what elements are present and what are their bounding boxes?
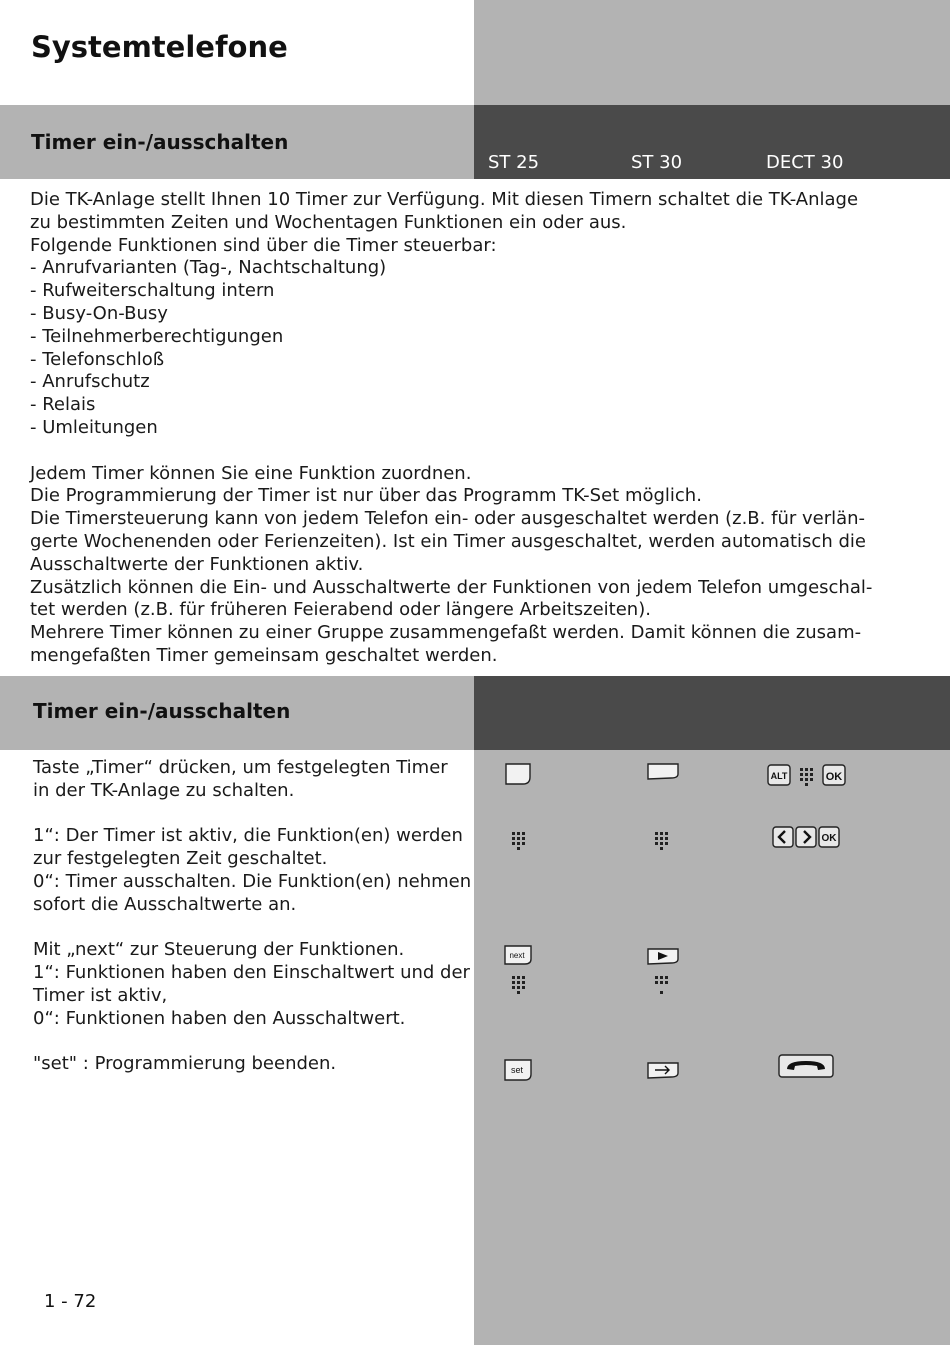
intro-list-item: - Anrufschutz (30, 371, 150, 393)
intro-line: mengefaßten Timer gemeinsam geschaltet werden. (30, 644, 498, 666)
intro-line: Jedem Timer können Sie eine Funktion zuordnen. (30, 462, 472, 484)
step-line: zur festgelegten Zeit geschaltet. (33, 848, 328, 870)
intro-text (30, 189, 900, 668)
intro-line: Mehrere Timer können zu einer Gruppe zusammengefaßt werden. Damit können die zusam- (30, 622, 862, 644)
page-number: 1 - 72 (44, 1291, 97, 1312)
function-key-icon (505, 763, 531, 785)
alt-key-icon (767, 764, 791, 786)
keypad-icon (511, 975, 527, 997)
page-title: Systemtelefone (31, 30, 288, 64)
set-key-label: set (510, 1065, 524, 1075)
step-line: "set" : Programmierung beenden. (33, 1053, 337, 1075)
intro-list-item: - Telefonschloß (30, 348, 165, 370)
step-line: 0“: Funktionen haben den Ausschaltwert. (33, 1007, 406, 1029)
section2-title: Timer ein-/ausschalten (33, 699, 291, 723)
enter-arrow-key-icon (647, 1061, 679, 1079)
intro-line: Zusätzlich können die Ein- und Ausschaltwerte der Funktionen von jedem Telefon umgeschal- (30, 576, 873, 598)
paragraph-gap (33, 1031, 473, 1054)
handset-hangup-icon (778, 1054, 834, 1078)
intro-line: zu bestimmten Zeiten und Wochentagen Funktionen ein oder aus. (30, 211, 627, 233)
intro-list-item: - Busy-On-Busy (30, 302, 168, 324)
paragraph-gap (33, 917, 473, 940)
keypad-icon (654, 831, 670, 853)
ok-key-label: OK (825, 771, 843, 783)
keypad-icon (511, 831, 527, 853)
model-label-st25: ST 25 (488, 152, 540, 173)
function-key-icon (647, 762, 679, 780)
alt-key-label: ALT (770, 771, 788, 781)
model-label-dect30: DECT 30 (766, 152, 844, 173)
intro-list-item: - Rufweiterschaltung intern (30, 280, 275, 302)
ok-key-icon (818, 826, 840, 848)
ok-key-label: OK (821, 833, 837, 844)
section1-model-band (474, 105, 950, 179)
intro-list-item: - Relais (30, 394, 96, 416)
next-key-label: next (509, 951, 525, 960)
ok-key-icon (822, 764, 846, 786)
step-line: 1“: Der Timer ist aktiv, die Funktion(en) werden (33, 825, 463, 847)
keypad-icon (799, 767, 815, 789)
intro-line: tet werden (z.B. für früheren Feierabend oder längere Arbeitszeiten). (30, 599, 651, 621)
set-key-icon (504, 1059, 532, 1081)
step-line: in der TK-Anlage zu schalten. (33, 779, 295, 801)
intro-list-item: - Teilnehmerberechtigungen (30, 325, 284, 347)
intro-line: gerte Wochenenden oder Ferienzeiten). Ist ein Timer ausgeschaltet, werden automatisch die (30, 530, 866, 552)
step-line: 1“: Funktionen haben den Einschaltwert und der (33, 962, 470, 984)
intro-list-item: - Anrufvarianten (Tag-, Nachtschaltung) (30, 257, 387, 279)
step-line: Taste „Timer“ drücken, um festgelegten Timer (33, 757, 448, 778)
model-label-st30: ST 30 (631, 152, 683, 173)
left-arrow-key-icon (772, 826, 794, 848)
forward-key-icon (647, 947, 679, 965)
steps-text (33, 757, 473, 1076)
intro-line: Die Programmierung der Timer ist nur über das Programm TK-Set möglich. (30, 485, 702, 507)
section1-title: Timer ein-/ausschalten (31, 130, 289, 154)
keypad-icon (654, 975, 670, 997)
paragraph-gap (33, 803, 473, 826)
step-line: 0“: Timer ausschalten. Die Funktion(en) nehmen (33, 870, 472, 892)
paragraph-gap (30, 440, 900, 463)
step-line: Mit „next“ zur Steuerung der Funktionen. (33, 939, 405, 961)
step-line: sofort die Ausschaltwerte an. (33, 893, 297, 915)
step-line: Timer ist aktiv, (33, 984, 168, 1006)
intro-line: Die Timersteuerung kann von jedem Telefon ein- oder ausgeschaltet werden (z.B. für verlän- (30, 508, 866, 530)
next-key-icon (504, 945, 532, 965)
right-arrow-key-icon (795, 826, 817, 848)
intro-line: Die TK-Anlage stellt Ihnen 10 Timer zur Verfügung. Mit diesen Timern schaltet die TK-Anlage (30, 189, 859, 210)
section2-dark-band (474, 676, 950, 750)
intro-list-item: - Umleitungen (30, 416, 158, 438)
intro-line: Folgende Funktionen sind über die Timer steuerbar: (30, 234, 497, 256)
intro-line: Ausschaltwerte der Funktionen aktiv. (30, 553, 364, 575)
